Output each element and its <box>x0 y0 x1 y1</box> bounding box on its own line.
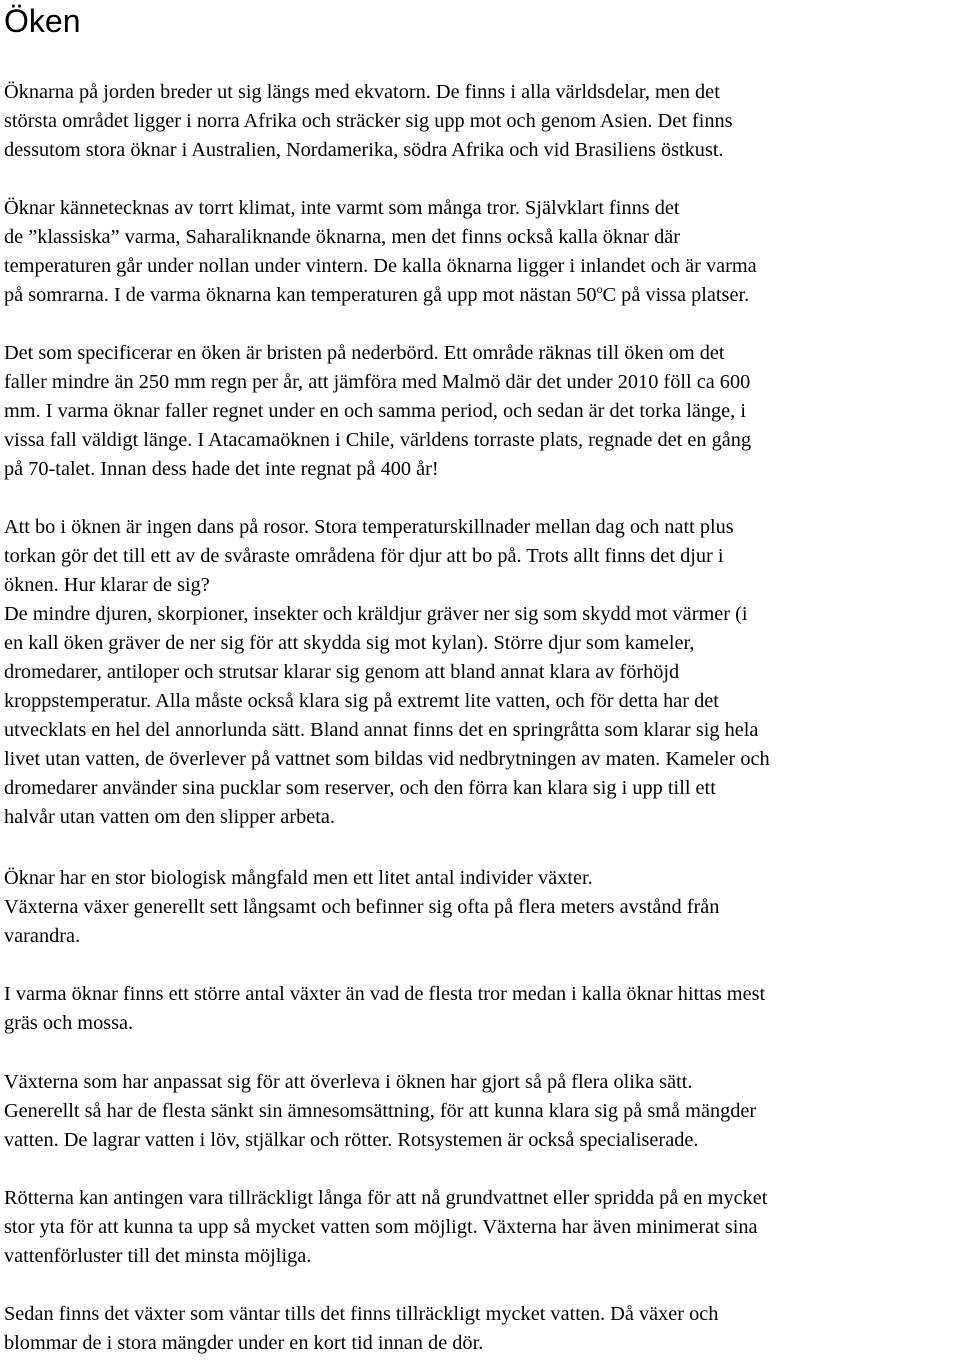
text-line: vattenförluster till det minsta möjliga. <box>4 1245 312 1267</box>
paragraph-desert-climate <box>4 194 960 312</box>
text-line: blommar de i stora mängder under en kort tid innan de dör. <box>4 1332 484 1354</box>
paragraph-roots <box>4 1184 960 1271</box>
text-fragment: på somrarna. I de varma öknarna kan temperaturen gå upp mot nästan 50 <box>4 284 597 306</box>
paragraph-biodiversity <box>4 864 960 951</box>
text-line: torkan gör det till ett av de svåraste områdena för djur att bo på. Trots allt finns det djur i <box>4 545 724 567</box>
text-line: Öknarna på jorden breder ut sig längs med ekvatorn. De finns i alla världsdelar, men det <box>4 81 720 103</box>
text-line: de ”klassiska” varma, Saharaliknande öknarna, men det finns också kalla öknar där <box>4 226 681 248</box>
text-line <box>4 281 956 312</box>
text-line: kroppstemperatur. Alla måste också klara sig på extremt lite vatten, och för detta har det <box>4 690 719 712</box>
text-line: dromedarer, antiloper och strutsar klarar sig genom att bland annat klara av förhöjd <box>4 661 680 683</box>
text-line: faller mindre än 250 mm regn per år, att jämföra med Malmö där det under 2010 föll ca 600 <box>4 371 751 393</box>
paragraph-plant-adaptation <box>4 1068 960 1155</box>
text-line: vissa fall väldigt länge. I Atacamaöknen i Chile, världens torraste plats, regnade det en gång <box>4 429 752 451</box>
text-line: Rötterna kan antingen vara tillräckligt långa för att nå grundvattnet eller spridda på en mycket <box>4 1187 768 1209</box>
text-line: halvår utan vatten om den slipper arbeta. <box>4 806 335 828</box>
text-line: dessutom stora öknar i Australien, Nordamerika, södra Afrika och vid Brasiliens östkust. <box>4 139 724 161</box>
text-line: största området ligger i norra Afrika och sträcker sig upp mot och genom Asien. Det finns <box>4 110 733 132</box>
text-line: utvecklats en hel del annorlunda sätt. Bland annat finns det en springråtta som klarar sig hela <box>4 719 759 741</box>
text-line: på 70-talet. Innan dess hade det inte regnat på 400 år! <box>4 458 439 480</box>
text-line: livet utan vatten, de överlever på vattnet som bildas vid nedbrytningen av maten. Kameler och <box>4 748 770 770</box>
text-line: dromedarer använder sina pucklar som reserver, och den förra kan klara sig i upp till ett <box>4 777 716 799</box>
paragraph-desert-animals <box>4 513 960 832</box>
text-line: Öknar har en stor biologisk mångfald men ett litet antal individer växter. <box>4 867 593 889</box>
paragraph-deserts-location <box>4 78 960 165</box>
text-line: gräs och mossa. <box>4 1012 134 1034</box>
text-line: De mindre djuren, skorpioner, insekter och kräldjur gräver ner sig som skydd mot värmer (i <box>4 603 748 625</box>
text-fragment: C på vissa platser. <box>602 284 750 306</box>
text-line: Att bo i öknen är ingen dans på rosor. Stora temperaturskillnader mellan dag och natt plus <box>4 516 734 538</box>
text-line: stor yta för att kunna ta upp så mycket vatten som möjligt. Växterna har även minimerat sina <box>4 1216 758 1238</box>
text-line: varandra. <box>4 925 81 947</box>
text-line: temperaturen går under nollan under vintern. De kalla öknarna ligger i inlandet och är varma <box>4 255 757 277</box>
text-line: Det som specificerar en öken är bristen på nederbörd. Ett område räknas till öken om det <box>4 342 725 364</box>
text-line: öknen. Hur klarar de sig? <box>4 574 210 596</box>
text-line: Växterna växer generellt sett långsamt och befinner sig ofta på flera meters avstånd från <box>4 896 720 918</box>
text-line: Växterna som har anpassat sig för att överleva i öknen har gjort så på flera olika sätt. <box>4 1071 693 1093</box>
text-line: vatten. De lagrar vatten i löv, stjälkar och rötter. Rotsystemen är också specialiserade. <box>4 1129 699 1151</box>
page-title: Öken <box>4 3 81 39</box>
paragraph-plant-amount <box>4 980 960 1038</box>
text-line: Öknar kännetecknas av torrt klimat, inte varmt som många tror. Självklart finns det <box>4 197 680 219</box>
text-line: mm. I varma öknar faller regnet under en och samma period, och sedan är det torka länge, i <box>4 400 746 422</box>
text-line: I varma öknar finns ett större antal växter än vad de flesta tror medan i kalla öknar hittas mest <box>4 983 766 1005</box>
text-line: Sedan finns det växter som väntar tills det finns tillräckligt mycket vatten. Då växer och <box>4 1303 719 1325</box>
text-line: Generellt så har de flesta sänkt sin ämnesomsättning, för att kunna klara sig på små mängder <box>4 1100 757 1122</box>
degree-superscript: o <box>596 282 603 296</box>
paragraph-precipitation <box>4 339 960 484</box>
paragraph-waiting-plants <box>4 1300 960 1358</box>
text-line: en kall öken gräver de ner sig för att skydda sig mot kylan). Större djur som kameler, <box>4 632 695 654</box>
